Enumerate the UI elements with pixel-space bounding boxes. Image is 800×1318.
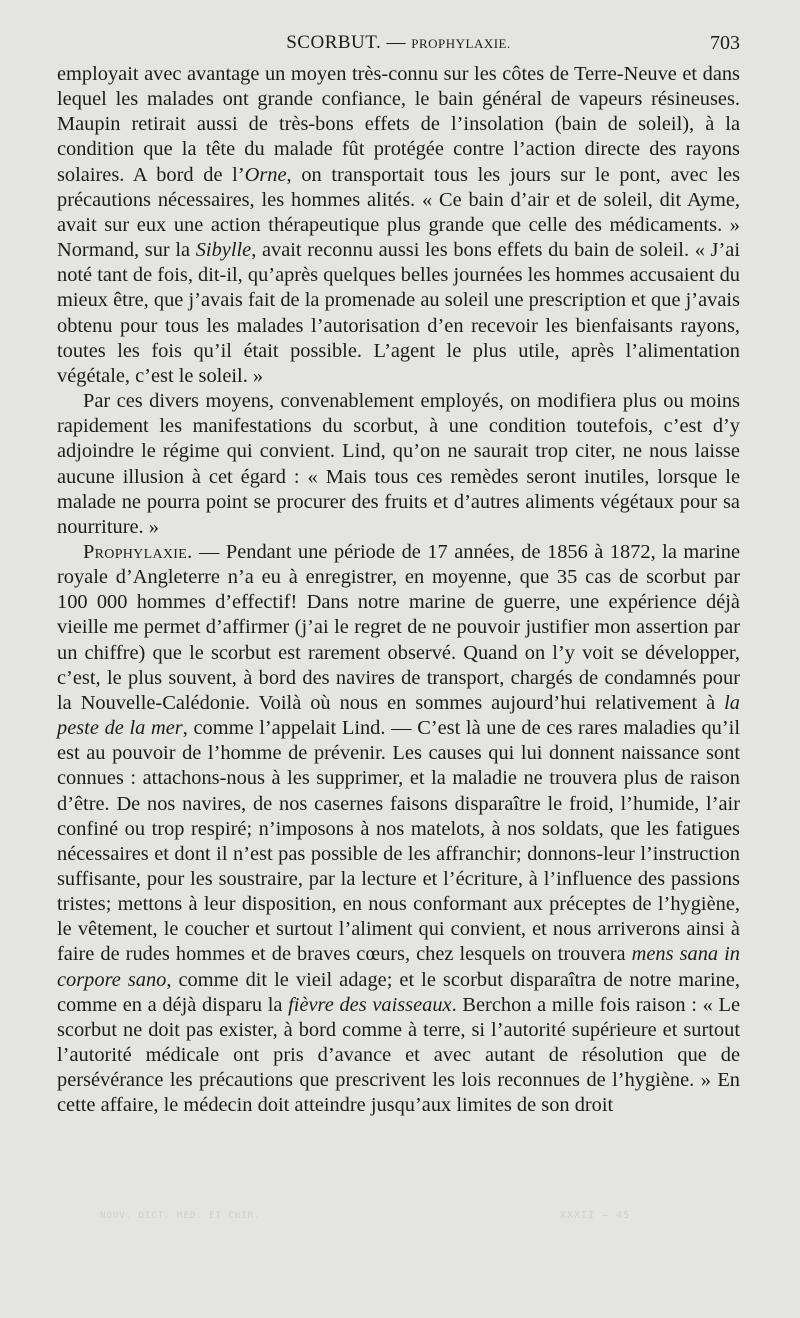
paragraph-3-text-c: , comme dit le vieil adage; et le scorbut disparaîtra de notre marine, comme en a déjà disparu la	[57, 968, 741, 1016]
paragraph-1-text-a: employait avec avantage un moyen très-connu sur les côtes de Terre-Neuve et dans lequel les malades ont grande confiance, le bain général de vapeurs résineuses. Maupin retirait aussi de très-bons effets de l’insolation (bain de soleil), à la condition que la tête du malade fût protégée contre l’action directe des rayons solaires. A bord de l’	[57, 63, 740, 186]
phrase-fievre-des-vaisseaux: fièvre des vaisseaux	[288, 993, 452, 1016]
body-text	[57, 62, 740, 1119]
paragraph-3	[57, 540, 740, 1119]
ship-name-orne: Orne	[244, 163, 287, 186]
phrase-peste-de-la-mer: la peste de la mer	[57, 691, 740, 740]
running-title	[57, 32, 740, 54]
paragraph-2: Par ces divers moyens, convenablement employés, on modifiera plus ou moins rapidement les manifestations du scorbut, à une condition toutefois, c’est d’y adjoindre le régime qui convient. Lind, qu’on ne saurait trop citer, ne nous laisse aucune illusion à cet égard : « Mais tous ces remèdes seront inutiles, lorsque le malade ne pourra point se procurer des fruits et d’autres aliments végétaux pour sa nourriture. »	[57, 390, 740, 538]
paragraph-1	[57, 62, 740, 389]
printer-signature-mark: NOUV. DICT. MÉD. ET CHIR.	[100, 1211, 261, 1221]
paragraph-1-text-c: , avait reconnu aussi les bons effets du bain de soleil. « J’ai noté tant de fois, dit-il, qu’après quelques belles journées les hommes accusaient du mieux être, que j’avais fait de la promenade au soleil une prescription et que j’avais obtenu pour tous les malades l’autorisation d’en recevoir les bienfaisants rayons, toutes les fois qu’il était possible. L’agent le plus utile, après l’alimentation végétale, c’est le soleil. »	[57, 239, 740, 387]
running-title-sub: PROPHYLAXIE.	[411, 36, 511, 51]
sheet-signature-mark: XXXII — 45	[560, 1210, 631, 1221]
running-title-separator: —	[381, 32, 412, 53]
paragraph-3-text-a: — Pendant une période de 17 années, de 1856 à 1872, la marine royale d’Angleterre n’a eu à enregistrer, en moyenne, que 35 cas de scorbut par 100 000 hommes d’effectif! Dans notre marine de guerre, une expérience déjà vieille me permet d’affirmer (j’ai le regret de ne pouvoir justifier mon assertion par un chiffre) que le scorbut est rarement observé. Quand on l’y voit se développer, c’est, le plus souvent, à bord des navires de transport, chargés de condamnés pour la Nouvelle-Calédonie. Voilà où nous en sommes aujourd’hui relativement à	[57, 540, 740, 714]
running-title-main: SCORBUT.	[286, 32, 382, 53]
page-number: 703	[710, 32, 740, 54]
paragraph-1-text-b: , on transportait tous les jours sur le pont, avec les précautions nécessaires, les hommes alités. « Ce bain d’air et de soleil, dit Ayme, avait sur eux une action thérapeutique plus grande que celle des médicaments. » Normand, sur la	[57, 163, 741, 262]
paragraph-3-text-b: , comme l’appelait Lind. — C’est là une de ces rares maladies qu’il est au pouvoir de l’homme de prévenir. Les causes qui lui donnent naissance sont connues : attachons-nous à les supprimer, et la maladie ne trouvera plus de raison d’être. De nos navires, de nos casernes faisons disparaître le froid, l’humide, l’air confiné ou trop respiré; n’imposons à nos matelots, à nos soldats, que les fatigues nécessaires et dont il n’est pas possible de les affranchir; donnons-leur l’instruction suffisante, pour les soustraire, par la lecture et l’écriture, à l’influence des passions tristes; mettons à leur disposition, en nous conformant aux préceptes de l’hygiène, le vêtement, le coucher et surtout l’aliment qui convient, et nous arriverons ainsi à faire de rudes hommes et de braves cœurs, chez lesquels on trouvera	[57, 717, 740, 966]
page-header	[57, 30, 740, 62]
phrase-mens-sana: mens sana in corpore sano	[57, 943, 740, 991]
ship-name-sibylle: Sibylle	[195, 239, 252, 262]
paragraph-3-text-d: . Berchon a mille fois raison : « Le scorbut ne doit pas exister, à bord comme à terre, si l’autorité supérieure et surtout l’autorité médicale ont pris d’avance et avec autant de résolution que de persévérance les précautions que prescrivent les lois reconnues de l’hygiène. » En cette affaire, le médecin doit atteindre jusqu’aux limites de son droit	[57, 993, 740, 1117]
section-lead-prophylaxie: Prophylaxie.	[83, 540, 193, 563]
